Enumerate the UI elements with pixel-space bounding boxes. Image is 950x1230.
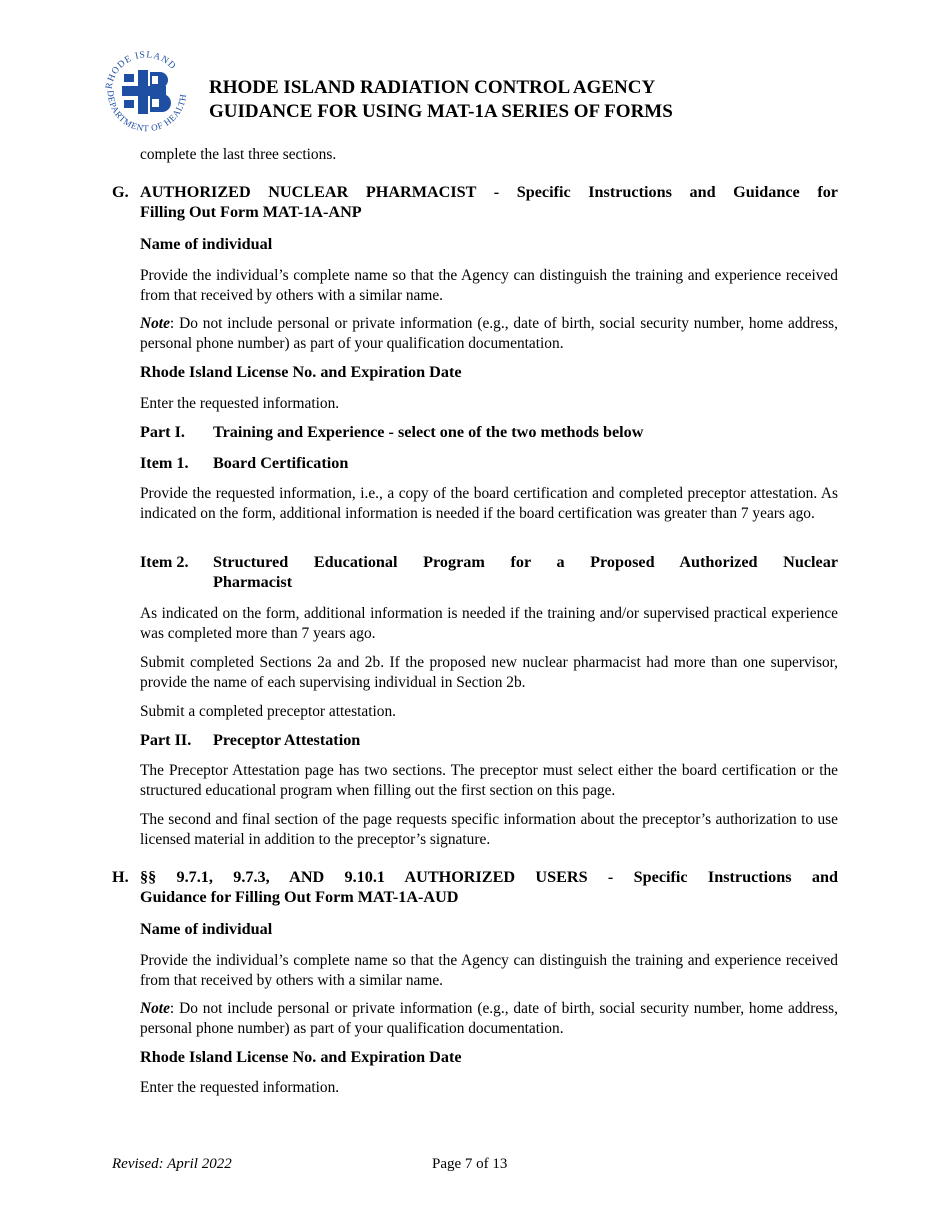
item2-label: Item 2. <box>140 553 189 571</box>
part1-text: Training and Experience - select one of the two methods below <box>213 423 644 441</box>
section-g-name-text: Provide the individual’s complete name so that the Agency can distinguish the training and experience received from that received by others with a similar name. <box>140 267 838 304</box>
part2-body2: The second and final section of the page requests specific information about the preceptor’s authorization to use licensed material in addition to the preceptor’s signature. <box>140 811 838 848</box>
header-guidance-title: GUIDANCE FOR USING MAT-1A SERIES OF FORMS <box>209 101 673 122</box>
section-g-title <box>140 183 838 222</box>
section-g-name-heading: Name of individual <box>140 235 273 253</box>
section-h-license-text: Enter the requested information. <box>140 1079 340 1096</box>
item2-text-line1: Structured Educational Program for a Proposed Authorized Nuclear <box>213 553 838 571</box>
item2-text-line2: Pharmacist <box>213 572 293 591</box>
svg-text:DEPARTMENT OF HEALTH: DEPARTMENT OF HEALTH <box>105 90 189 134</box>
item2-text <box>213 553 838 592</box>
intro-continuation: complete the last three sections. <box>140 146 337 163</box>
section-g-title-line1: AUTHORIZED NUCLEAR PHARMACIST - Specific Instructions and Guidance for <box>140 183 838 201</box>
section-h-license-heading: Rhode Island License No. and Expiration Date <box>140 1048 462 1066</box>
section-g-letter: G. <box>112 183 129 201</box>
item1-body: Provide the requested information, i.e., a copy of the board certification and completed preceptor attestation. As indicated on the form, additional information is needed if the board certification was greater than 7 years ago. <box>140 485 838 522</box>
section-h-note <box>140 999 838 1038</box>
part1-label: Part I. <box>140 423 185 441</box>
section-g-note-label: Note <box>140 315 170 332</box>
section-h-letter: H. <box>112 868 129 886</box>
section-g-note-text: : Do not include personal or private information (e.g., date of birth, social security number, home address, personal phone number) as part of your qualification documentation. <box>140 315 838 352</box>
section-h-title-line2: Guidance for Filling Out Form MAT-1A-AUD <box>140 887 459 906</box>
item2-body1: As indicated on the form, additional information is needed if the training and/or supervised practical experience was completed more than 7 years ago. <box>140 605 838 642</box>
department-of-health-seal <box>98 44 194 140</box>
section-h-note-label: Note <box>140 1000 170 1017</box>
item1-text: Board Certification <box>213 454 349 472</box>
item2-body3: Submit a completed preceptor attestation. <box>140 703 397 720</box>
section-h-name-text: Provide the individual’s complete name so that the Agency can distinguish the training and experience received from that received by others with a similar name. <box>140 952 838 989</box>
header-agency-title: RHODE ISLAND RADIATION CONTROL AGENCY <box>209 77 656 98</box>
section-h-title-line1: §§ 9.7.1, 9.7.3, AND 9.10.1 AUTHORIZED USERS - Specific Instructions and <box>140 868 838 886</box>
item2-body2: Submit completed Sections 2a and 2b. If the proposed new nuclear pharmacist had more than one supervisor, provide the name of each supervising individual in Section 2b. <box>140 654 838 691</box>
section-g-note <box>140 314 838 353</box>
part2-body1: The Preceptor Attestation page has two sections. The preceptor must select either the board certification or the structured educational program when filling out the first section on this page. <box>140 762 838 799</box>
footer-page-number: Page 7 of 13 <box>432 1156 508 1172</box>
section-h-note-text: : Do not include personal or private information (e.g., date of birth, social security number, home address, personal phone number) as part of your qualification documentation. <box>140 1000 838 1037</box>
item1-label: Item 1. <box>140 454 189 472</box>
section-g-title-line2: Filling Out Form MAT-1A-ANP <box>140 202 362 221</box>
section-g-license-heading: Rhode Island License No. and Expiration Date <box>140 363 462 381</box>
section-h-name-heading: Name of individual <box>140 920 273 938</box>
footer-revised: Revised: April 2022 <box>112 1156 232 1172</box>
section-h-title <box>140 868 838 907</box>
part2-text: Preceptor Attestation <box>213 731 361 749</box>
document-header <box>209 76 673 124</box>
svg-text:RHODE ISLAND: RHODE ISLAND <box>104 50 178 90</box>
part2-label: Part II. <box>140 731 192 749</box>
section-g-license-text: Enter the requested information. <box>140 395 340 412</box>
